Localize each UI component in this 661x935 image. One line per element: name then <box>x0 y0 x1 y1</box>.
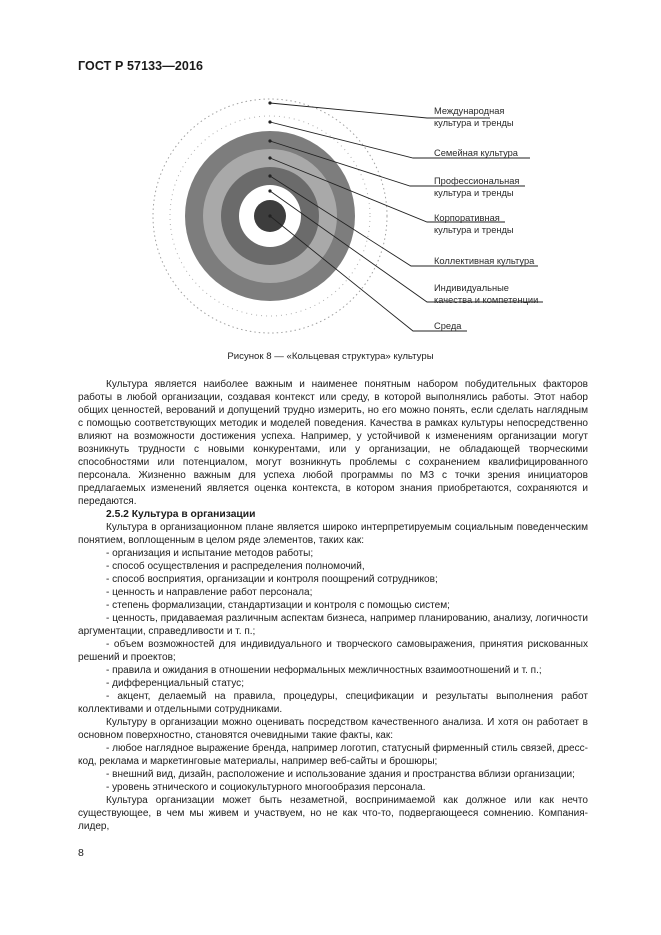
label-line: Профессиональная <box>434 176 520 186</box>
paragraph: Культура является наиболее важным и наименее понятным набором побудительных факторов работы в любой организации, создавая контекст или среду, в которой выполнялись работы. Этот набор общих ценностей, верований и допущений трудно измерить, но его можно понять, если сделать наглядным с помощью соответствующих методик и моделей поведения. Качества в рамках культуры непосредственно влияют на возможности достижения успеха. Например, у устойчивой к изменениям организации могут возникнуть трудности с новыми конкурентами, или у организации, не обладающей творческими способностями или потенциалом, могут возникнуть проблемы с сохранением квалифицированного персонала. Жизненно важным для успеха любой программы по МЗ с точки зрения инициаторов предлагаемых изменений является оценка контекста, в котором знания приобретаются, сохраняются и передаются. <box>78 379 588 507</box>
list-item: - любое наглядное выражение бренда, например логотип, статусный фирменный стиль связей, дресс-код, реклама и маркетинговые материалы, например веб-сайты и брошюры; <box>78 743 588 767</box>
label-collective-culture <box>434 255 534 267</box>
list-item: - внешний вид, дизайн, расположение и использование здания и пространства вблизи организации; <box>106 769 575 780</box>
list-item: - степень формализации, стандартизации и контроля с помощью систем; <box>106 600 450 611</box>
page-number: 8 <box>78 847 84 859</box>
list-item: - способ осуществления и распределения полномочий, <box>106 561 365 572</box>
paragraph: Культуру в организации можно оценивать посредством качественного анализа. И хотя он работает в основном поверхностно, становятся очевидными такие факты, как: <box>78 717 588 741</box>
figure-caption: Рисунок 8 — «Кольцевая структура» культуры <box>227 351 434 362</box>
list-item: - ценность, придаваемая различным аспектам бизнеса, например планированию, анализу, логичности аргументации, справедливости и т. п.; <box>78 613 588 637</box>
list-item: - дифференциальный статус; <box>106 678 244 689</box>
body-text <box>78 378 588 833</box>
label-line: Среда <box>434 321 462 331</box>
label-line: Корпоративная <box>434 213 500 223</box>
list-item: - объем возможностей для индивидуального и творческого самовыражения, принятия рискованных решений и проектов; <box>78 639 588 663</box>
label-line: Международная <box>434 106 505 116</box>
list-item: - правила и ожидания в отношении неформальных межличностных взаимоотношений и т. п.; <box>106 665 542 676</box>
label-line: культура и тренды <box>434 118 514 128</box>
label-line: культура и тренды <box>434 225 514 235</box>
list-item: - ценность и направление работ персонала; <box>106 587 313 598</box>
list-item: - акцент, делаемый на правила, процедуры, спецификации и результаты выполнения работ коллективами и отдельными сотрудниками. <box>78 691 588 715</box>
paragraph: Культура организации может быть незаметной, воспринимаемой как должное или как нечто существующее, в чем мы живем и участвуем, но не как что-то, подвергающееся сомнению. Компания-лидер, <box>78 795 588 832</box>
label-family-culture <box>434 147 518 159</box>
concentric-rings-diagram <box>0 0 661 345</box>
label-professional-culture <box>434 175 519 199</box>
label-line: Семейная культура <box>434 148 518 158</box>
label-corporate-culture <box>434 212 514 236</box>
ring-structure-figure <box>0 0 661 345</box>
label-line: Коллективная культура <box>434 256 535 266</box>
document-header: ГОСТ Р 57133—2016 <box>78 59 204 73</box>
list-item: - уровень этнического и социокультурного многообразия персонала. <box>106 782 426 793</box>
label-international-culture <box>434 105 514 129</box>
label-line: качества и компетенции <box>434 295 539 305</box>
paragraph: Культура в организационном плане является широко интерпретируемым социальным поведенческим понятием, воплощенным в целом ряде элементов, таких как: <box>78 522 588 546</box>
label-environment <box>434 320 461 332</box>
label-line: Индивидуальные <box>434 283 509 293</box>
label-line: культура и тренды <box>434 188 514 198</box>
section-heading: 2.5.2 Культура в организации <box>106 509 256 520</box>
list-item: - способ восприятия, организации и контроля поощрений сотрудников; <box>106 574 438 585</box>
list-item: - организация и испытание методов работы; <box>106 548 314 559</box>
label-individual-qualities <box>434 282 538 306</box>
